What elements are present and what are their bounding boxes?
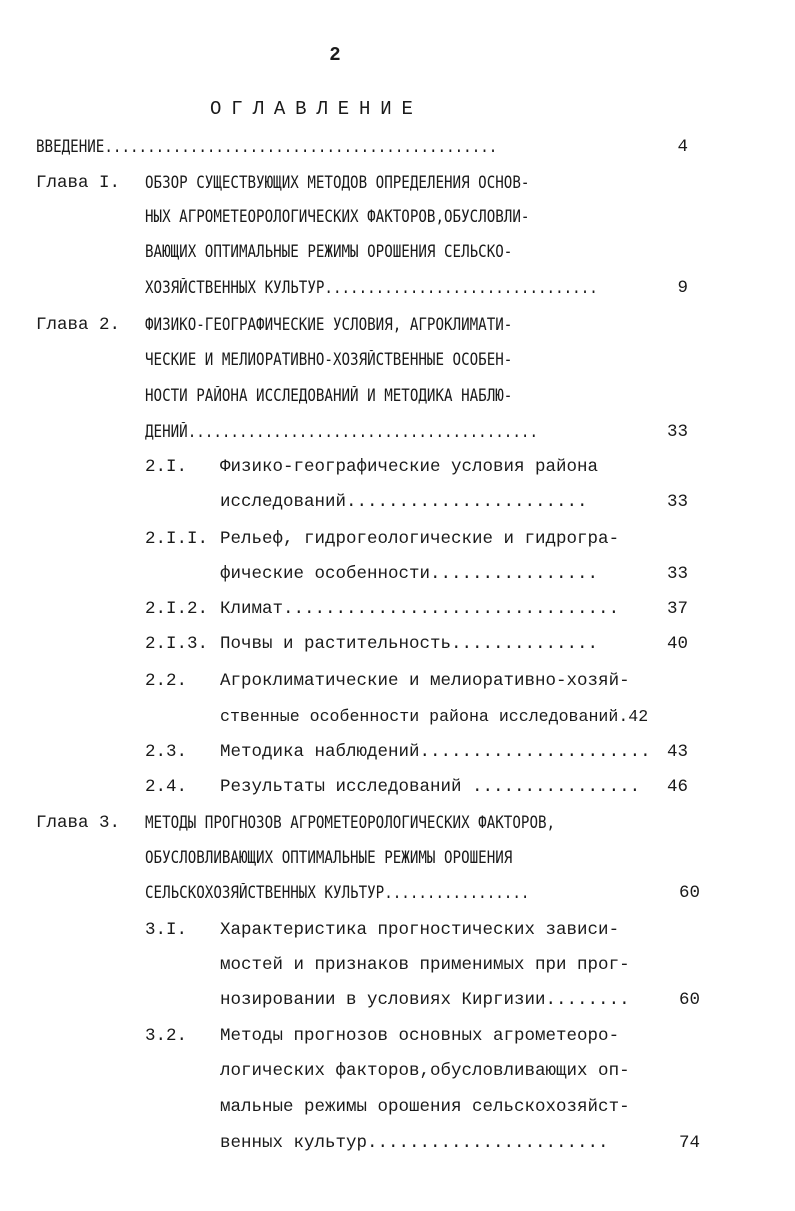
chapter-1-label: Глава I. xyxy=(36,173,121,193)
section-title: Методика наблюдений...................... xyxy=(220,742,651,762)
section-number: 2.I.I. xyxy=(145,529,209,549)
section-title: Физико-географические условия района xyxy=(220,457,599,477)
section-number: 3.I. xyxy=(145,920,188,940)
chapter-1-line: ВАЮЩИХ ОПТИМАЛЬНЫЕ РЕЖИМЫ ОРОШЕНИЯ СЕЛЬСКО- xyxy=(145,242,513,261)
section-page: 60 xyxy=(678,990,700,1010)
chapter-2-page: 33 xyxy=(666,422,688,442)
section-page: 33 xyxy=(666,492,688,512)
section-page: 43 xyxy=(666,742,688,762)
chapter-2-label: Глава 2. xyxy=(36,315,121,335)
section-title: Рельеф, гидрогеологические и гидрогра- xyxy=(220,529,620,549)
section-title: логических факторов,обусловливающих оп- xyxy=(220,1061,630,1081)
chapter-3-line: ОБУСЛОВЛИВАЮЩИХ ОПТИМАЛЬНЫЕ РЕЖИМЫ ОРОШЕНИЯ xyxy=(145,848,513,867)
section-title: венных культур....................... xyxy=(220,1133,609,1153)
section-number: 2.4. xyxy=(145,777,188,797)
section-title: Методы прогнозов основных агрометеоро- xyxy=(220,1026,620,1046)
section-title: Характеристика прогностических зависи- xyxy=(220,920,620,940)
chapter-1-line: ХОЗЯЙСТВЕННЫХ КУЛЬТУР................................ xyxy=(145,278,598,297)
section-number: 2.I.3. xyxy=(145,634,209,654)
chapter-1-line: ОБЗОР СУЩЕСТВУЮЩИХ МЕТОДОВ ОПРЕДЕЛЕНИЯ ОСНОВ- xyxy=(145,173,530,192)
chapter-2-line: ДЕНИЙ......................................... xyxy=(145,422,538,441)
section-page: 40 xyxy=(666,634,688,654)
section-number: 2.3. xyxy=(145,742,188,762)
toc-intro-page: 4 xyxy=(677,137,688,157)
section-number: 2.2. xyxy=(145,671,188,691)
section-title: исследований....................... xyxy=(220,492,588,512)
section-number: 2.I. xyxy=(145,457,188,477)
chapter-3-page: 60 xyxy=(678,883,700,903)
chapter-1-page: 9 xyxy=(677,278,688,298)
toc-intro xyxy=(36,135,497,159)
page-number: 2 xyxy=(329,44,341,66)
section-title: мальные режимы орошения сельскохозяйст- xyxy=(220,1097,630,1117)
section-title: Климат................................ xyxy=(220,599,620,619)
section-title: мостей и признаков применимых при прог- xyxy=(220,955,630,975)
section-title: Почвы и растительность.............. xyxy=(220,634,599,654)
chapter-3-label: Глава 3. xyxy=(36,813,121,833)
section-page: 74 xyxy=(678,1133,700,1153)
section-number: 2.I.2. xyxy=(145,599,209,619)
chapter-2-line: ЧЕСКИЕ И МЕЛИОРАТИВНО-ХОЗЯЙСТВЕННЫЕ ОСОБЕН- xyxy=(145,350,513,369)
section-title: Результаты исследований ................ xyxy=(220,777,641,797)
page-title: ОГЛАВЛЕНИЕ xyxy=(210,98,423,120)
section-number: 3.2. xyxy=(145,1026,188,1046)
section-title: фические особенности................ xyxy=(220,564,599,584)
section-page: 46 xyxy=(666,777,688,797)
section-title: ственные особенности района исследований.42 xyxy=(220,707,649,726)
section-page: 33 xyxy=(666,564,688,584)
chapter-3-line: МЕТОДЫ ПРОГНОЗОВ АГРОМЕТЕОРОЛОГИЧЕСКИХ ФАКТОРОВ, xyxy=(145,813,556,832)
chapter-3-line: СЕЛЬСКОХОЗЯЙСТВЕННЫХ КУЛЬТУР................. xyxy=(145,883,530,902)
toc-intro-dots: .............................................. xyxy=(104,137,498,156)
chapter-2-line: НОСТИ РАЙОНА ИССЛЕДОВАНИЙ И МЕТОДИКА НАБЛЮ- xyxy=(145,386,513,405)
section-page: 37 xyxy=(666,599,688,619)
chapter-1-line: НЫХ АГРОМЕТЕОРОЛОГИЧЕСКИХ ФАКТОРОВ,ОБУСЛОВЛИ- xyxy=(145,207,530,226)
section-title: нозировании в условиях Киргизии........ xyxy=(220,990,630,1010)
toc-intro-text: ВВЕДЕНИЕ xyxy=(36,137,105,156)
chapter-2-line: ФИЗИКО-ГЕОГРАФИЧЕСКИЕ УСЛОВИЯ, АГРОКЛИМАТИ- xyxy=(145,315,513,334)
section-title: Агроклиматические и мелиоративно-хозяй- xyxy=(220,671,630,691)
